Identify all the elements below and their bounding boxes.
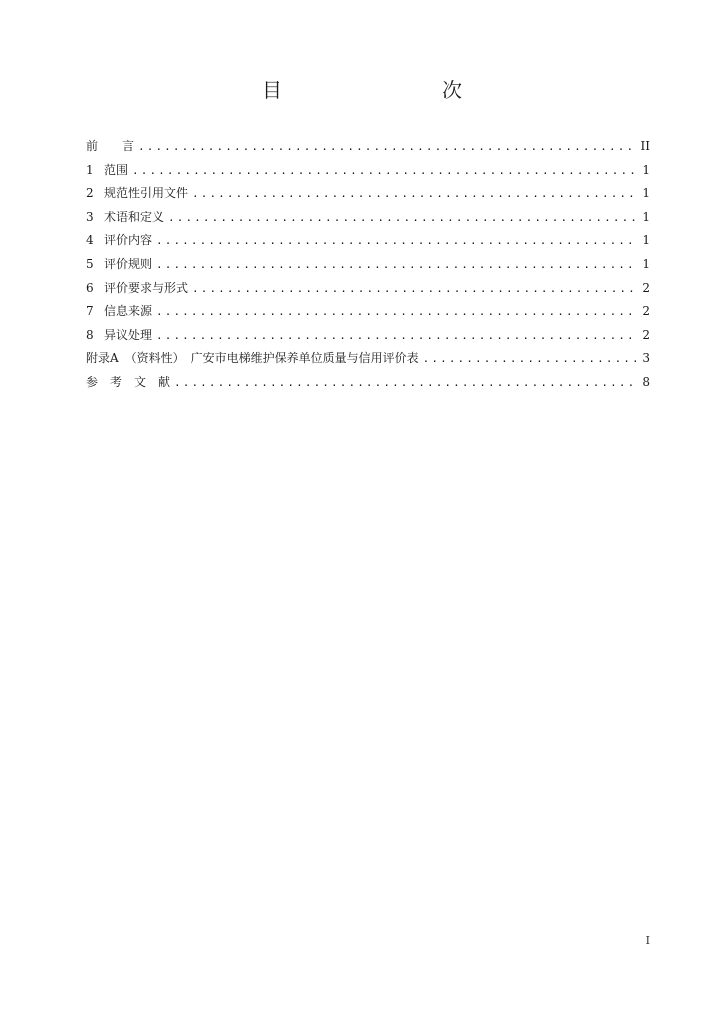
toc-entry-label: 术语和定义 bbox=[104, 209, 165, 224]
toc-list bbox=[86, 136, 650, 396]
toc-entry-number: 8 bbox=[86, 327, 94, 342]
toc-entry-page: 1 bbox=[642, 186, 650, 201]
toc-entry-page: 8 bbox=[642, 374, 650, 389]
toc-leader-dots bbox=[192, 184, 638, 204]
toc-entry-bibliography[interactable] bbox=[86, 372, 650, 396]
toc-entry-page: 1 bbox=[642, 209, 650, 224]
toc-entry-number: 3 bbox=[86, 209, 94, 224]
toc-leader-dots bbox=[174, 373, 638, 393]
toc-title: 目 次 bbox=[262, 78, 502, 102]
toc-entry-number: 2 bbox=[86, 186, 94, 201]
toc-leader-dots bbox=[192, 279, 638, 299]
toc-entry-number: 7 bbox=[86, 304, 94, 319]
toc-entry-objection-handling[interactable] bbox=[86, 325, 650, 349]
toc-entry-label: 评价要求与形式 bbox=[104, 280, 189, 295]
toc-leader-dots bbox=[423, 349, 638, 369]
toc-entry-normative-references[interactable] bbox=[86, 183, 650, 207]
toc-leader-dots bbox=[168, 208, 638, 228]
toc-entry-page: 2 bbox=[642, 327, 650, 342]
toc-entry-page: 2 bbox=[642, 304, 650, 319]
toc-entry-number: 1 bbox=[86, 162, 94, 177]
toc-leader-dots bbox=[156, 302, 638, 322]
toc-leader-dots bbox=[132, 161, 638, 181]
toc-entry-information-sources[interactable] bbox=[86, 301, 650, 325]
toc-entry-number: 5 bbox=[86, 256, 94, 271]
page-number: I bbox=[645, 934, 650, 947]
toc-entry-page: 3 bbox=[642, 351, 650, 366]
toc-entry-label: 评价规则 bbox=[104, 256, 153, 271]
toc-entry-label: 参 考 文 献 bbox=[86, 374, 171, 389]
toc-entry-label: 范围 bbox=[104, 162, 129, 177]
toc-entry-page: 1 bbox=[642, 162, 650, 177]
toc-entry-evaluation-rules[interactable] bbox=[86, 254, 650, 278]
toc-entry-page: 1 bbox=[642, 256, 650, 271]
toc-leader-dots bbox=[156, 255, 638, 275]
toc-entry-label: 附录A （资料性） 广安市电梯维护保养单位质量与信用评价表 bbox=[86, 351, 419, 366]
toc-leader-dots bbox=[156, 231, 638, 251]
toc-entry-number: 6 bbox=[86, 280, 94, 295]
toc-entry-label: 评价内容 bbox=[104, 233, 153, 248]
toc-entry-label: 信息来源 bbox=[104, 304, 153, 319]
toc-entry-page: 2 bbox=[642, 280, 650, 295]
toc-entry-page: 1 bbox=[642, 233, 650, 248]
toc-entry-label: 异议处理 bbox=[104, 327, 153, 342]
toc-entry-label: 规范性引用文件 bbox=[104, 186, 189, 201]
toc-entry-label: 前 言 bbox=[86, 139, 135, 153]
toc-entry-scope[interactable] bbox=[86, 160, 650, 184]
toc-entry-terms-definitions[interactable] bbox=[86, 207, 650, 231]
toc-leader-dots bbox=[156, 326, 638, 346]
toc-entry-number: 4 bbox=[86, 233, 94, 248]
toc-leader-dots bbox=[138, 137, 637, 157]
toc-entry-appendix-a[interactable] bbox=[86, 348, 650, 372]
toc-entry-preface[interactable] bbox=[86, 136, 650, 160]
toc-entry-page: II bbox=[640, 139, 650, 153]
toc-entry-evaluation-content[interactable] bbox=[86, 230, 650, 254]
toc-entry-requirements-forms[interactable] bbox=[86, 278, 650, 302]
